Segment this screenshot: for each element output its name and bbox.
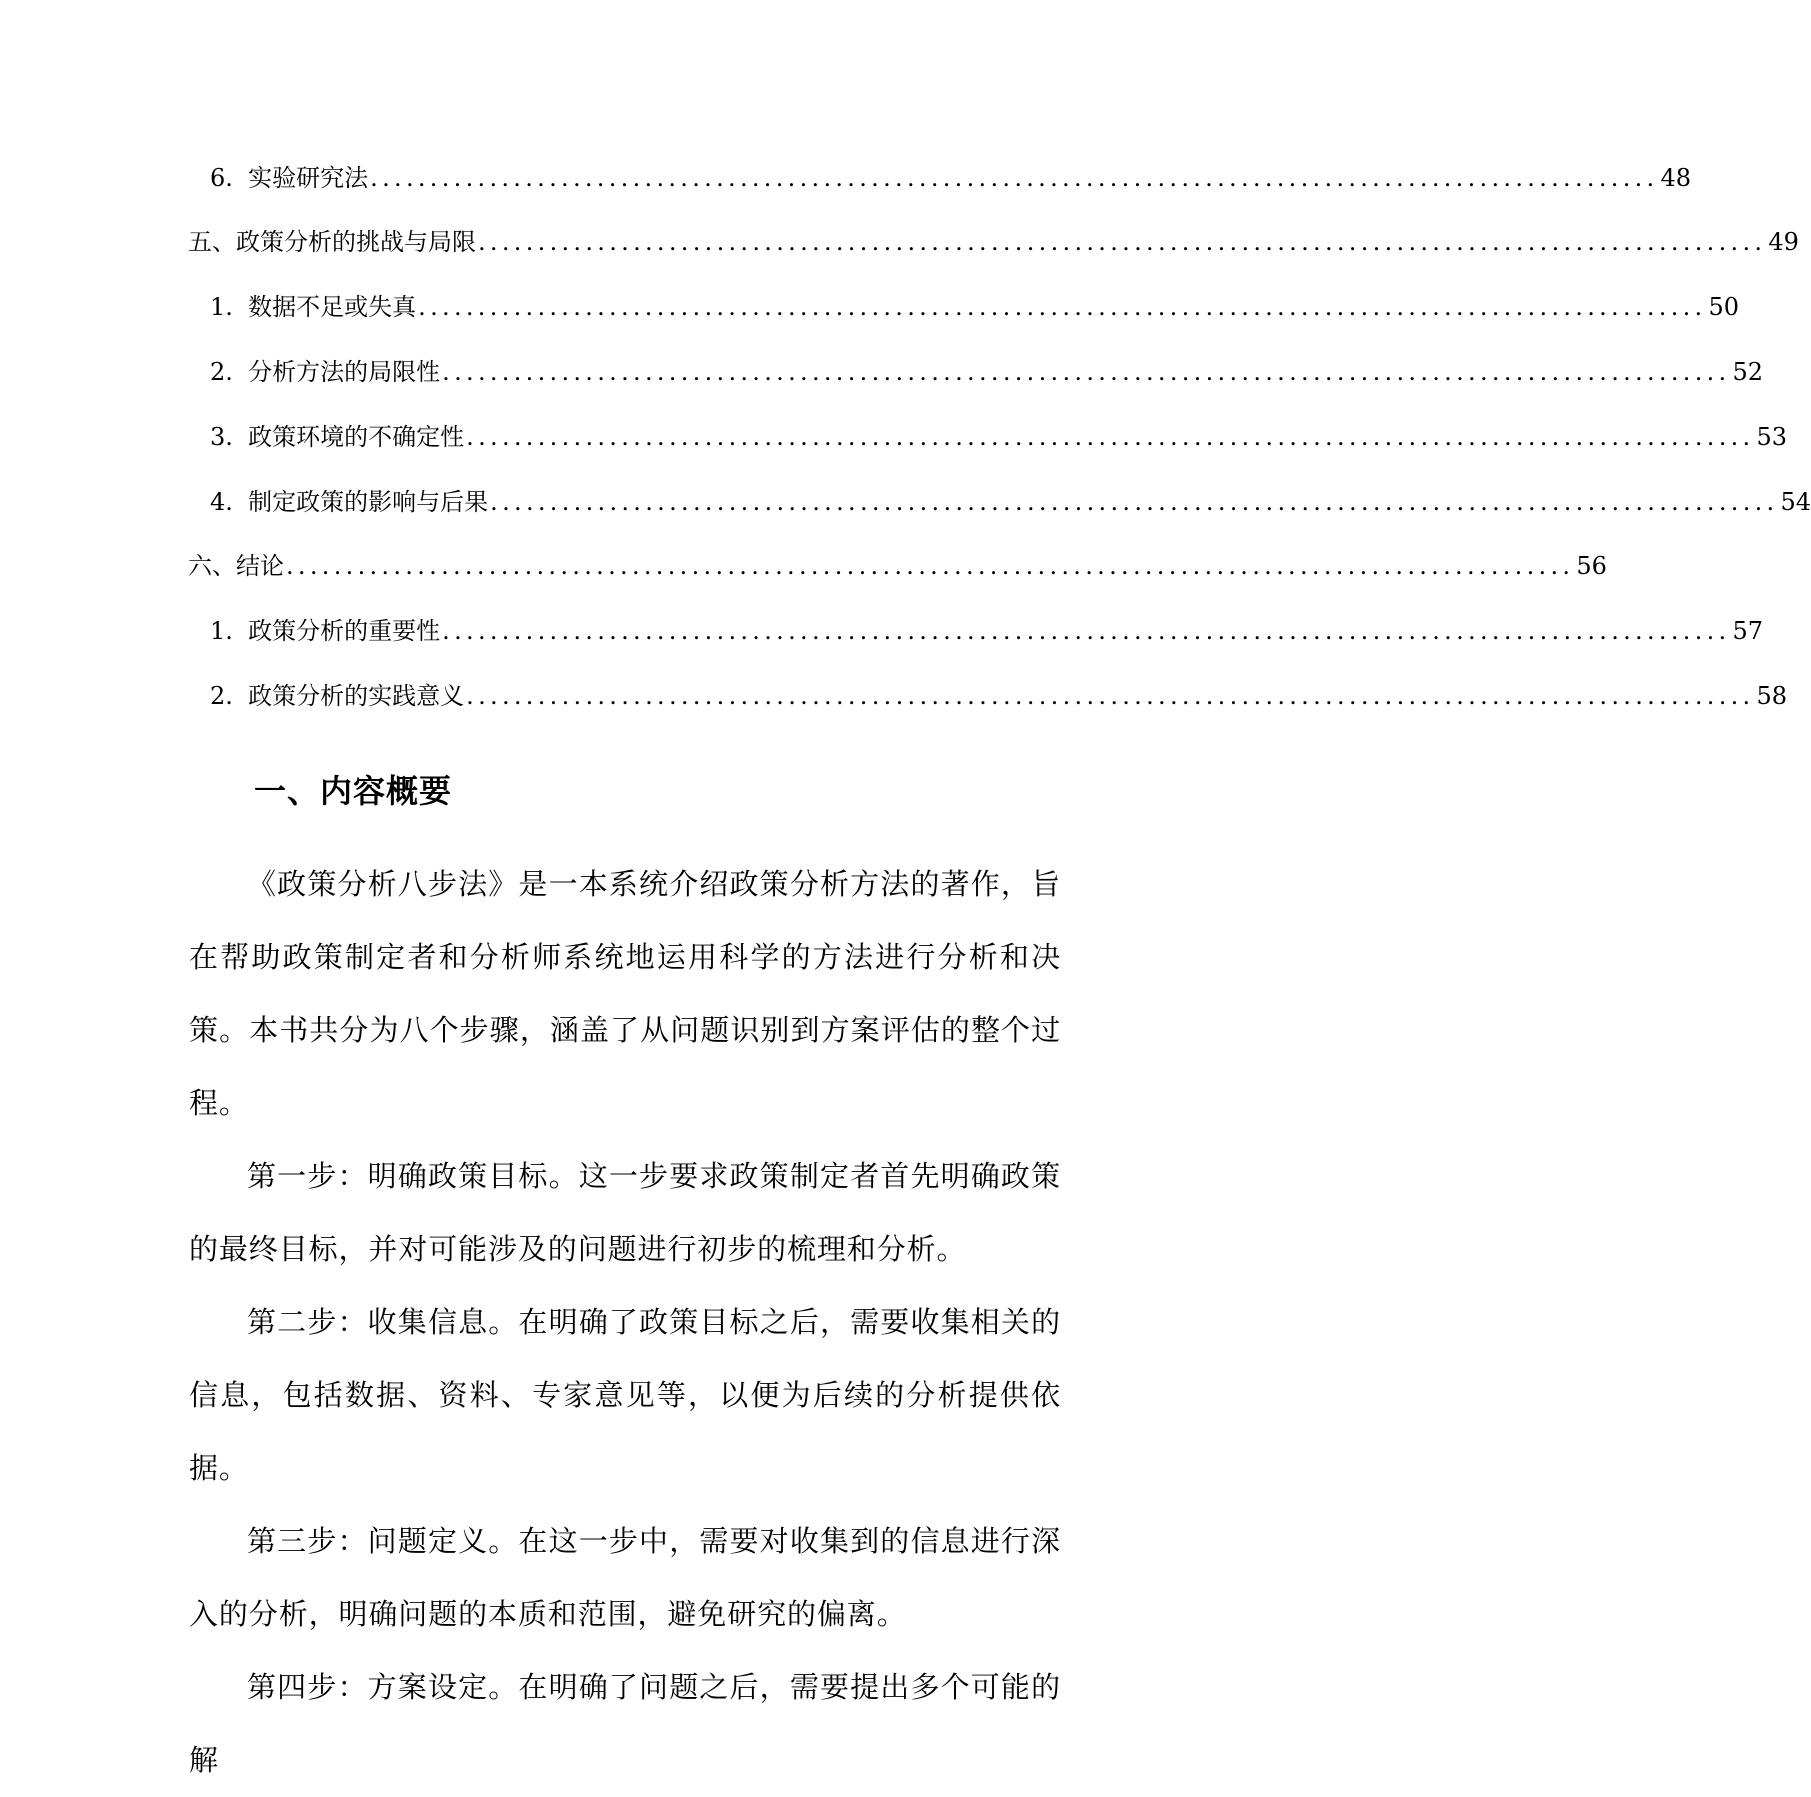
toc-dot-leader: ............................................................................................................	[370, 164, 1659, 192]
toc-entry-title: 政策分析的实践意义	[248, 682, 465, 710]
body-paragraph: 第二步：收集信息。在明确了政策目标之后，需要收集相关的信息，包括数据、资料、专家意见等，以便为后续的分析提供依据。	[189, 1305, 1061, 1485]
toc-dot-leader: ............................................................................................................	[466, 682, 1755, 710]
toc-entry-number: 3.	[210, 423, 249, 451]
toc-entry-title: 六、结论	[188, 552, 284, 580]
toc-entry-number: 2.	[210, 358, 249, 386]
toc-entry-title: 政策分析的重要性	[248, 617, 441, 645]
toc-entry[interactable]	[210, 150, 1692, 192]
toc-entry-title: 数据不足或失真	[248, 293, 417, 321]
toc-entry-number: 2.	[210, 682, 249, 710]
toc-page-number: 58	[1756, 682, 1788, 710]
toc-entry-number: 1.	[210, 617, 249, 645]
toc-dot-leader: ............................................................................................................	[286, 552, 1575, 580]
toc-entry[interactable]	[210, 409, 1788, 451]
toc-dot-leader: ............................................................................................................	[442, 358, 1731, 386]
toc-entry-title: 实验研究法	[248, 164, 369, 192]
toc-entry[interactable]	[210, 603, 1764, 645]
toc-page-number: 54	[1780, 488, 1811, 516]
body-paragraph: 第三步：问题定义。在这一步中，需要对收集到的信息进行深入的分析，明确问题的本质和范围，避免研究的偏离。	[189, 1524, 1061, 1631]
toc-page-number: 52	[1732, 358, 1764, 386]
body-paragraph: 第一步：明确政策目标。这一步要求政策制定者首先明确政策的最终目标，并对可能涉及的问题进行初步的梳理和分析。	[189, 1159, 1061, 1266]
toc-dot-leader: ............................................................................................................	[466, 423, 1755, 451]
toc-page-number: 56	[1576, 552, 1607, 580]
section-heading: 一、内容概要	[254, 772, 453, 810]
toc-page-number: 49	[1768, 228, 1799, 256]
toc-dot-leader: ............................................................................................................	[418, 293, 1707, 321]
body-paragraph: 《政策分析八步法》是一本系统介绍政策分析方法的著作，旨在帮助政策制定者和分析师系统地运用科学的方法进行分析和决策。本书共分为八个步骤，涵盖了从问题识别到方案评估的整个过程。	[189, 867, 1061, 1120]
toc-entry-title: 政策环境的不确定性	[248, 423, 465, 451]
toc-entry[interactable]	[210, 344, 1764, 386]
toc-entry-number: 6.	[210, 164, 249, 192]
toc-page-number: 53	[1756, 423, 1788, 451]
toc-entry[interactable]	[210, 279, 1740, 321]
toc-entry[interactable]	[210, 474, 1811, 516]
toc-entry-title: 五、政策分析的挑战与局限	[188, 228, 476, 256]
toc-page-number: 50	[1708, 293, 1740, 321]
toc-entry-title: 制定政策的影响与后果	[248, 488, 489, 516]
toc-entry-number: 1.	[210, 293, 249, 321]
toc-dot-leader: ............................................................................................................	[478, 228, 1767, 256]
section-body	[189, 848, 1061, 1797]
toc-page-number: 48	[1660, 164, 1692, 192]
toc-dot-leader: ............................................................................................................	[490, 488, 1779, 516]
toc-entry[interactable]	[210, 668, 1788, 710]
toc-dot-leader: ............................................................................................................	[442, 617, 1731, 645]
toc-entry[interactable]	[188, 538, 1607, 580]
toc-entry-title: 分析方法的局限性	[248, 358, 441, 386]
toc-entry-number: 4.	[210, 488, 249, 516]
toc-page-number: 57	[1732, 617, 1764, 645]
body-paragraph: 第四步：方案设定。在明确了问题之后，需要提出多个可能的解	[189, 1670, 1061, 1777]
toc-entry[interactable]	[188, 214, 1799, 256]
